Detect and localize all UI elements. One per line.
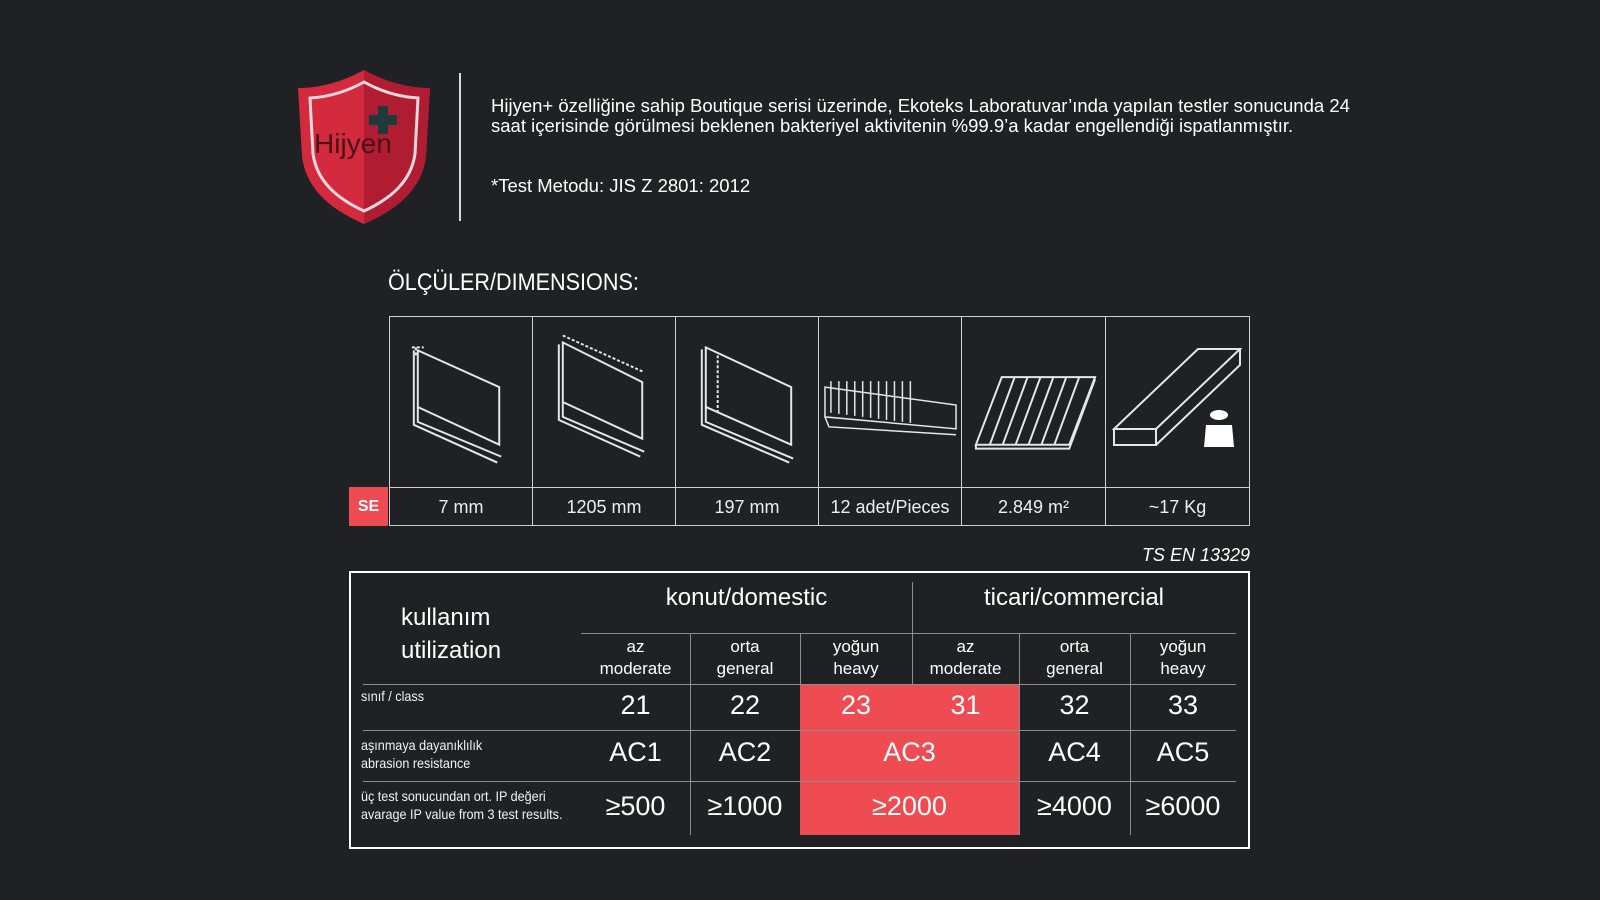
class-value: 23 <box>840 690 872 720</box>
series-tag: SE <box>349 487 388 526</box>
abrasion-value: AC4 <box>1048 737 1101 767</box>
abrasion-value: AC2 <box>718 737 772 767</box>
dimension-value: 197 mm <box>676 487 818 527</box>
panel-length-icon <box>533 317 675 487</box>
standard-label: TS EN 13329 <box>1141 545 1250 565</box>
class-value: 31 <box>950 690 981 720</box>
row-label-abrasion: aşınmaya dayanıklılık abrasion resistance <box>361 737 483 771</box>
group-commercial: ticari/commercial <box>983 584 1165 611</box>
area-value: 2.849 m² <box>997 497 1070 517</box>
abrasion-value: AC3 <box>883 737 936 767</box>
abrasion-value: AC5 <box>1156 737 1210 767</box>
hygiene-description: Hijyen+ özelliğine sahip Boutique serisi üzerinde, Ekoteks Laboratuvar’ında yapılan testler sonucunda 24 saat içerisinde görülmesi beklenen bakteriyel aktivitenin %99.9’a kadar engellendiği ispatlanmıştır. <box>491 95 1350 136</box>
dimension-cell-length <box>533 317 676 525</box>
hygiene-badge <box>296 68 432 226</box>
group-domestic: konut/domestic <box>665 584 828 611</box>
dimension-value: 7 mm <box>390 487 532 527</box>
panel-thickness-icon <box>390 317 532 487</box>
badge-label: Hijyen <box>314 128 392 159</box>
ip-value: ≥1000 <box>707 791 783 821</box>
class-value: 22 <box>729 690 761 720</box>
row-label-ip: üç test sonucundan ort. IP değeri avarage IP value from 3 test results. <box>361 788 563 822</box>
dimension-value <box>962 487 1105 527</box>
panel-stack-icon <box>819 317 961 487</box>
utilization-label <box>401 601 501 667</box>
dimension-cell-weight <box>1106 317 1249 525</box>
class-value: 33 <box>1167 690 1199 720</box>
dimensions-title: ÖLÇÜLER/DIMENSIONS: <box>388 269 639 296</box>
dimension-cell-thickness <box>390 317 533 525</box>
level-header: orta general <box>716 637 774 678</box>
level-header: orta general <box>1046 637 1103 678</box>
weight-icon <box>1106 317 1249 487</box>
row-label-class: sınıf / class <box>361 688 425 704</box>
panel-width-icon <box>676 317 818 487</box>
ip-value: ≥6000 <box>1145 791 1221 821</box>
dimension-value: ~17 Kg <box>1106 487 1249 527</box>
class-value: 21 <box>620 690 651 720</box>
level-header: az moderate <box>929 637 1002 678</box>
ip-value: ≥2000 <box>872 791 947 821</box>
area-icon <box>962 317 1105 487</box>
dimension-cell-width <box>676 317 819 525</box>
utilization-en: utilization <box>401 637 502 664</box>
dimension-cell-area <box>962 317 1106 525</box>
utilization-tr: kullanım <box>401 604 491 631</box>
level-header: yoğun heavy <box>832 637 880 678</box>
class-value: 32 <box>1059 690 1090 720</box>
dimension-value: 1205 mm <box>533 487 675 527</box>
dimensions-table <box>389 316 1250 526</box>
dimension-value: 12 adet/Pieces <box>819 487 961 527</box>
level-header: az moderate <box>599 637 672 678</box>
ip-value: ≥500 <box>605 791 666 821</box>
test-method: *Test Metodu: JIS Z 2801: 2012 <box>491 175 751 196</box>
abrasion-value: AC1 <box>609 737 662 767</box>
level-header: yoğun heavy <box>1159 637 1207 678</box>
divider <box>459 73 461 221</box>
dimension-cell-pieces <box>819 317 962 525</box>
ip-value: ≥4000 <box>1037 791 1112 821</box>
classification-table <box>349 571 1250 849</box>
